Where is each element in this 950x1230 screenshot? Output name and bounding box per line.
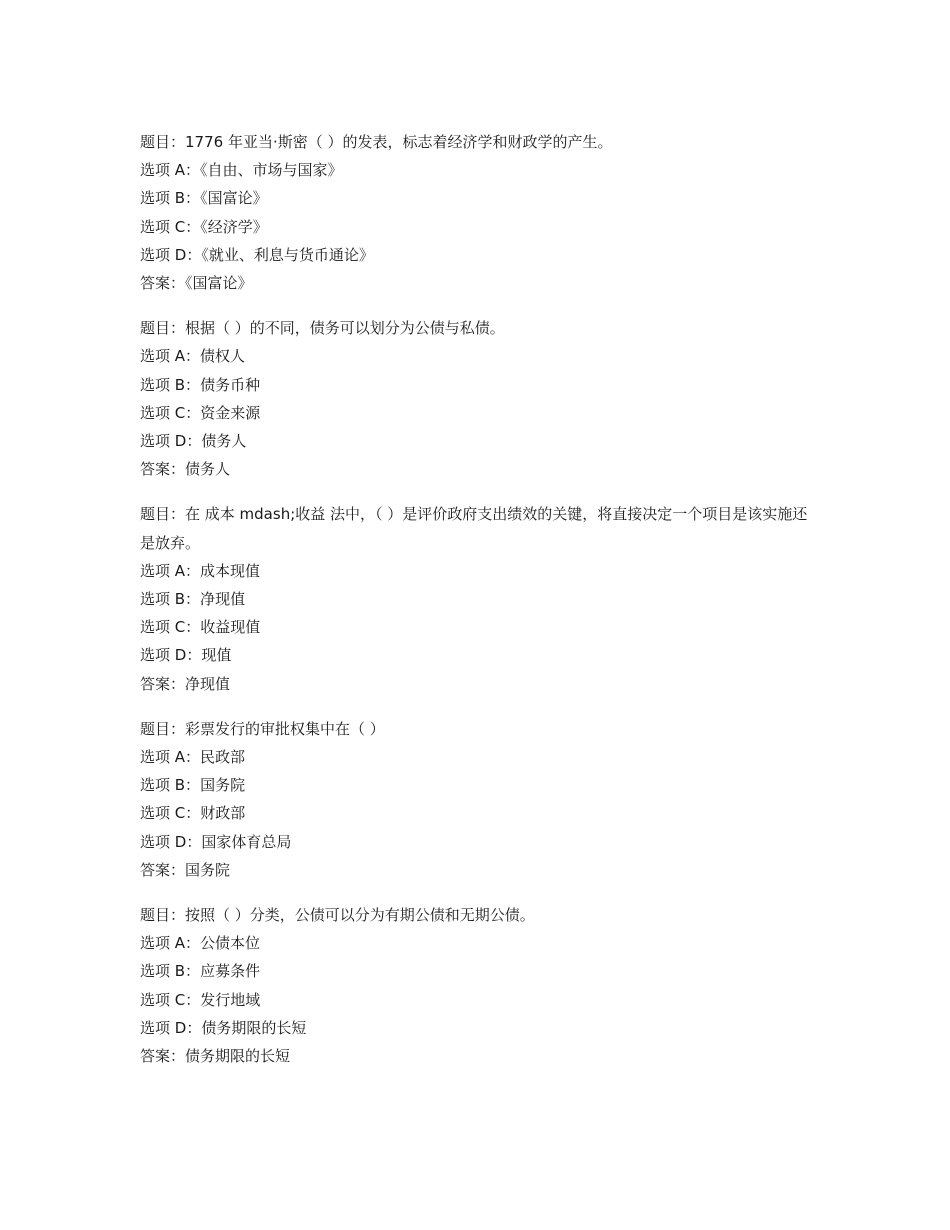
answer — [140, 455, 820, 483]
question-block-2 — [140, 314, 820, 483]
option-c-text: 收益现值 — [200, 618, 261, 637]
option-a — [140, 342, 820, 370]
option-c-label: 选项 C： — [140, 217, 201, 236]
question-label: 题目： — [140, 719, 186, 738]
question-label: 题目： — [140, 319, 186, 338]
option-c — [140, 213, 820, 241]
answer-text: 国务院 — [185, 860, 231, 879]
option-b-text: 《国富论》 — [200, 189, 268, 208]
question-stem — [140, 500, 820, 556]
question-text: 彩票发行的审批权集中在（ ） — [185, 719, 385, 738]
question-label: 题目： — [140, 133, 186, 151]
option-d-text: 债务人 — [201, 432, 247, 451]
answer-text: 《国富论》 — [185, 274, 253, 293]
option-b-text: 应募条件 — [200, 962, 261, 981]
answer-label: 答案： — [140, 860, 186, 879]
option-b-text: 国务院 — [200, 776, 246, 795]
option-c-label: 选项 C： — [140, 990, 201, 1009]
option-c-label: 选项 C： — [140, 403, 201, 422]
option-b — [140, 184, 820, 212]
option-c-text: 发行地域 — [200, 990, 261, 1009]
answer — [140, 670, 820, 698]
answer-text: 债务人 — [185, 460, 231, 479]
question-text: 根据（ ）的不同，债务可以划分为公债与私债。 — [185, 319, 505, 338]
option-d-label: 选项 D： — [140, 1018, 202, 1037]
question-text: 在 成本 mdash;收益 法中，（ ）是评价政府支出绩效的关键，将直接决定一个项目是该实施还是放弃。 — [140, 505, 808, 552]
option-d-label: 选项 D： — [140, 432, 202, 451]
option-d-text: 国家体育总局 — [201, 832, 292, 851]
option-c-text: 财政部 — [200, 804, 246, 823]
option-a — [140, 743, 820, 771]
question-stem — [140, 314, 820, 342]
option-b-label: 选项 B： — [140, 590, 201, 609]
question-block-4 — [140, 715, 820, 884]
answer — [140, 1042, 820, 1070]
option-a — [140, 156, 820, 184]
question-stem — [140, 715, 820, 743]
answer-text: 净现值 — [185, 674, 231, 693]
option-a-label: 选项 A： — [140, 161, 201, 180]
answer — [140, 269, 820, 297]
option-c-text: 资金来源 — [200, 403, 261, 422]
document-page — [140, 128, 820, 1087]
option-c — [140, 613, 820, 641]
option-a-label: 选项 A： — [140, 347, 201, 366]
option-d — [140, 427, 820, 455]
question-block-3 — [140, 500, 820, 697]
option-b — [140, 585, 820, 613]
option-b-label: 选项 B： — [140, 189, 201, 208]
option-a-text: 债权人 — [200, 347, 246, 366]
option-c — [140, 399, 820, 427]
option-c-text: 《经济学》 — [200, 217, 268, 236]
option-b-text: 债务币种 — [200, 375, 261, 394]
question-text: 1776 年亚当·斯密（ ）的发表，标志着经济学和财政学的产生。 — [185, 133, 613, 151]
question-label: 题目： — [140, 906, 186, 925]
option-c — [140, 799, 820, 827]
option-d-label: 选项 D： — [140, 646, 202, 665]
answer-label: 答案： — [140, 274, 186, 293]
answer-label: 答案： — [140, 460, 186, 479]
question-label: 题目： — [140, 505, 186, 524]
option-a-text: 《自由、市场与国家》 — [200, 161, 343, 180]
option-a-label: 选项 A： — [140, 934, 201, 953]
option-b — [140, 957, 820, 985]
option-a-text: 民政部 — [200, 748, 246, 767]
option-d — [140, 1014, 820, 1042]
option-c-label: 选项 C： — [140, 618, 201, 637]
option-b-label: 选项 B： — [140, 375, 201, 394]
option-a-label: 选项 A： — [140, 561, 201, 580]
option-d-text: 现值 — [201, 646, 232, 665]
option-d-text: 债务期限的长短 — [201, 1018, 307, 1037]
option-a-label: 选项 A： — [140, 748, 201, 767]
option-b-label: 选项 B： — [140, 776, 201, 795]
question-text: 按照（ ）分类，公债可以分为有期公债和无期公债。 — [185, 906, 535, 925]
option-d — [140, 828, 820, 856]
option-a-text: 公债本位 — [200, 934, 261, 953]
option-d — [140, 641, 820, 669]
option-d-label: 选项 D： — [140, 832, 202, 851]
answer — [140, 856, 820, 884]
option-a — [140, 557, 820, 585]
answer-label: 答案： — [140, 1047, 186, 1066]
question-stem — [140, 901, 820, 929]
option-c-label: 选项 C： — [140, 804, 201, 823]
option-b — [140, 371, 820, 399]
option-b — [140, 771, 820, 799]
answer-text: 债务期限的长短 — [185, 1047, 291, 1066]
option-b-label: 选项 B： — [140, 962, 201, 981]
option-a-text: 成本现值 — [200, 561, 261, 580]
option-d-label: 选项 D： — [140, 245, 202, 264]
option-d — [140, 241, 820, 269]
option-d-text: 《就业、利息与货币通论》 — [201, 245, 374, 264]
option-c — [140, 986, 820, 1014]
question-stem — [140, 128, 820, 156]
answer-label: 答案： — [140, 674, 186, 693]
option-b-text: 净现值 — [200, 590, 246, 609]
question-block-5 — [140, 901, 820, 1070]
option-a — [140, 929, 820, 957]
question-block-1 — [140, 128, 820, 297]
